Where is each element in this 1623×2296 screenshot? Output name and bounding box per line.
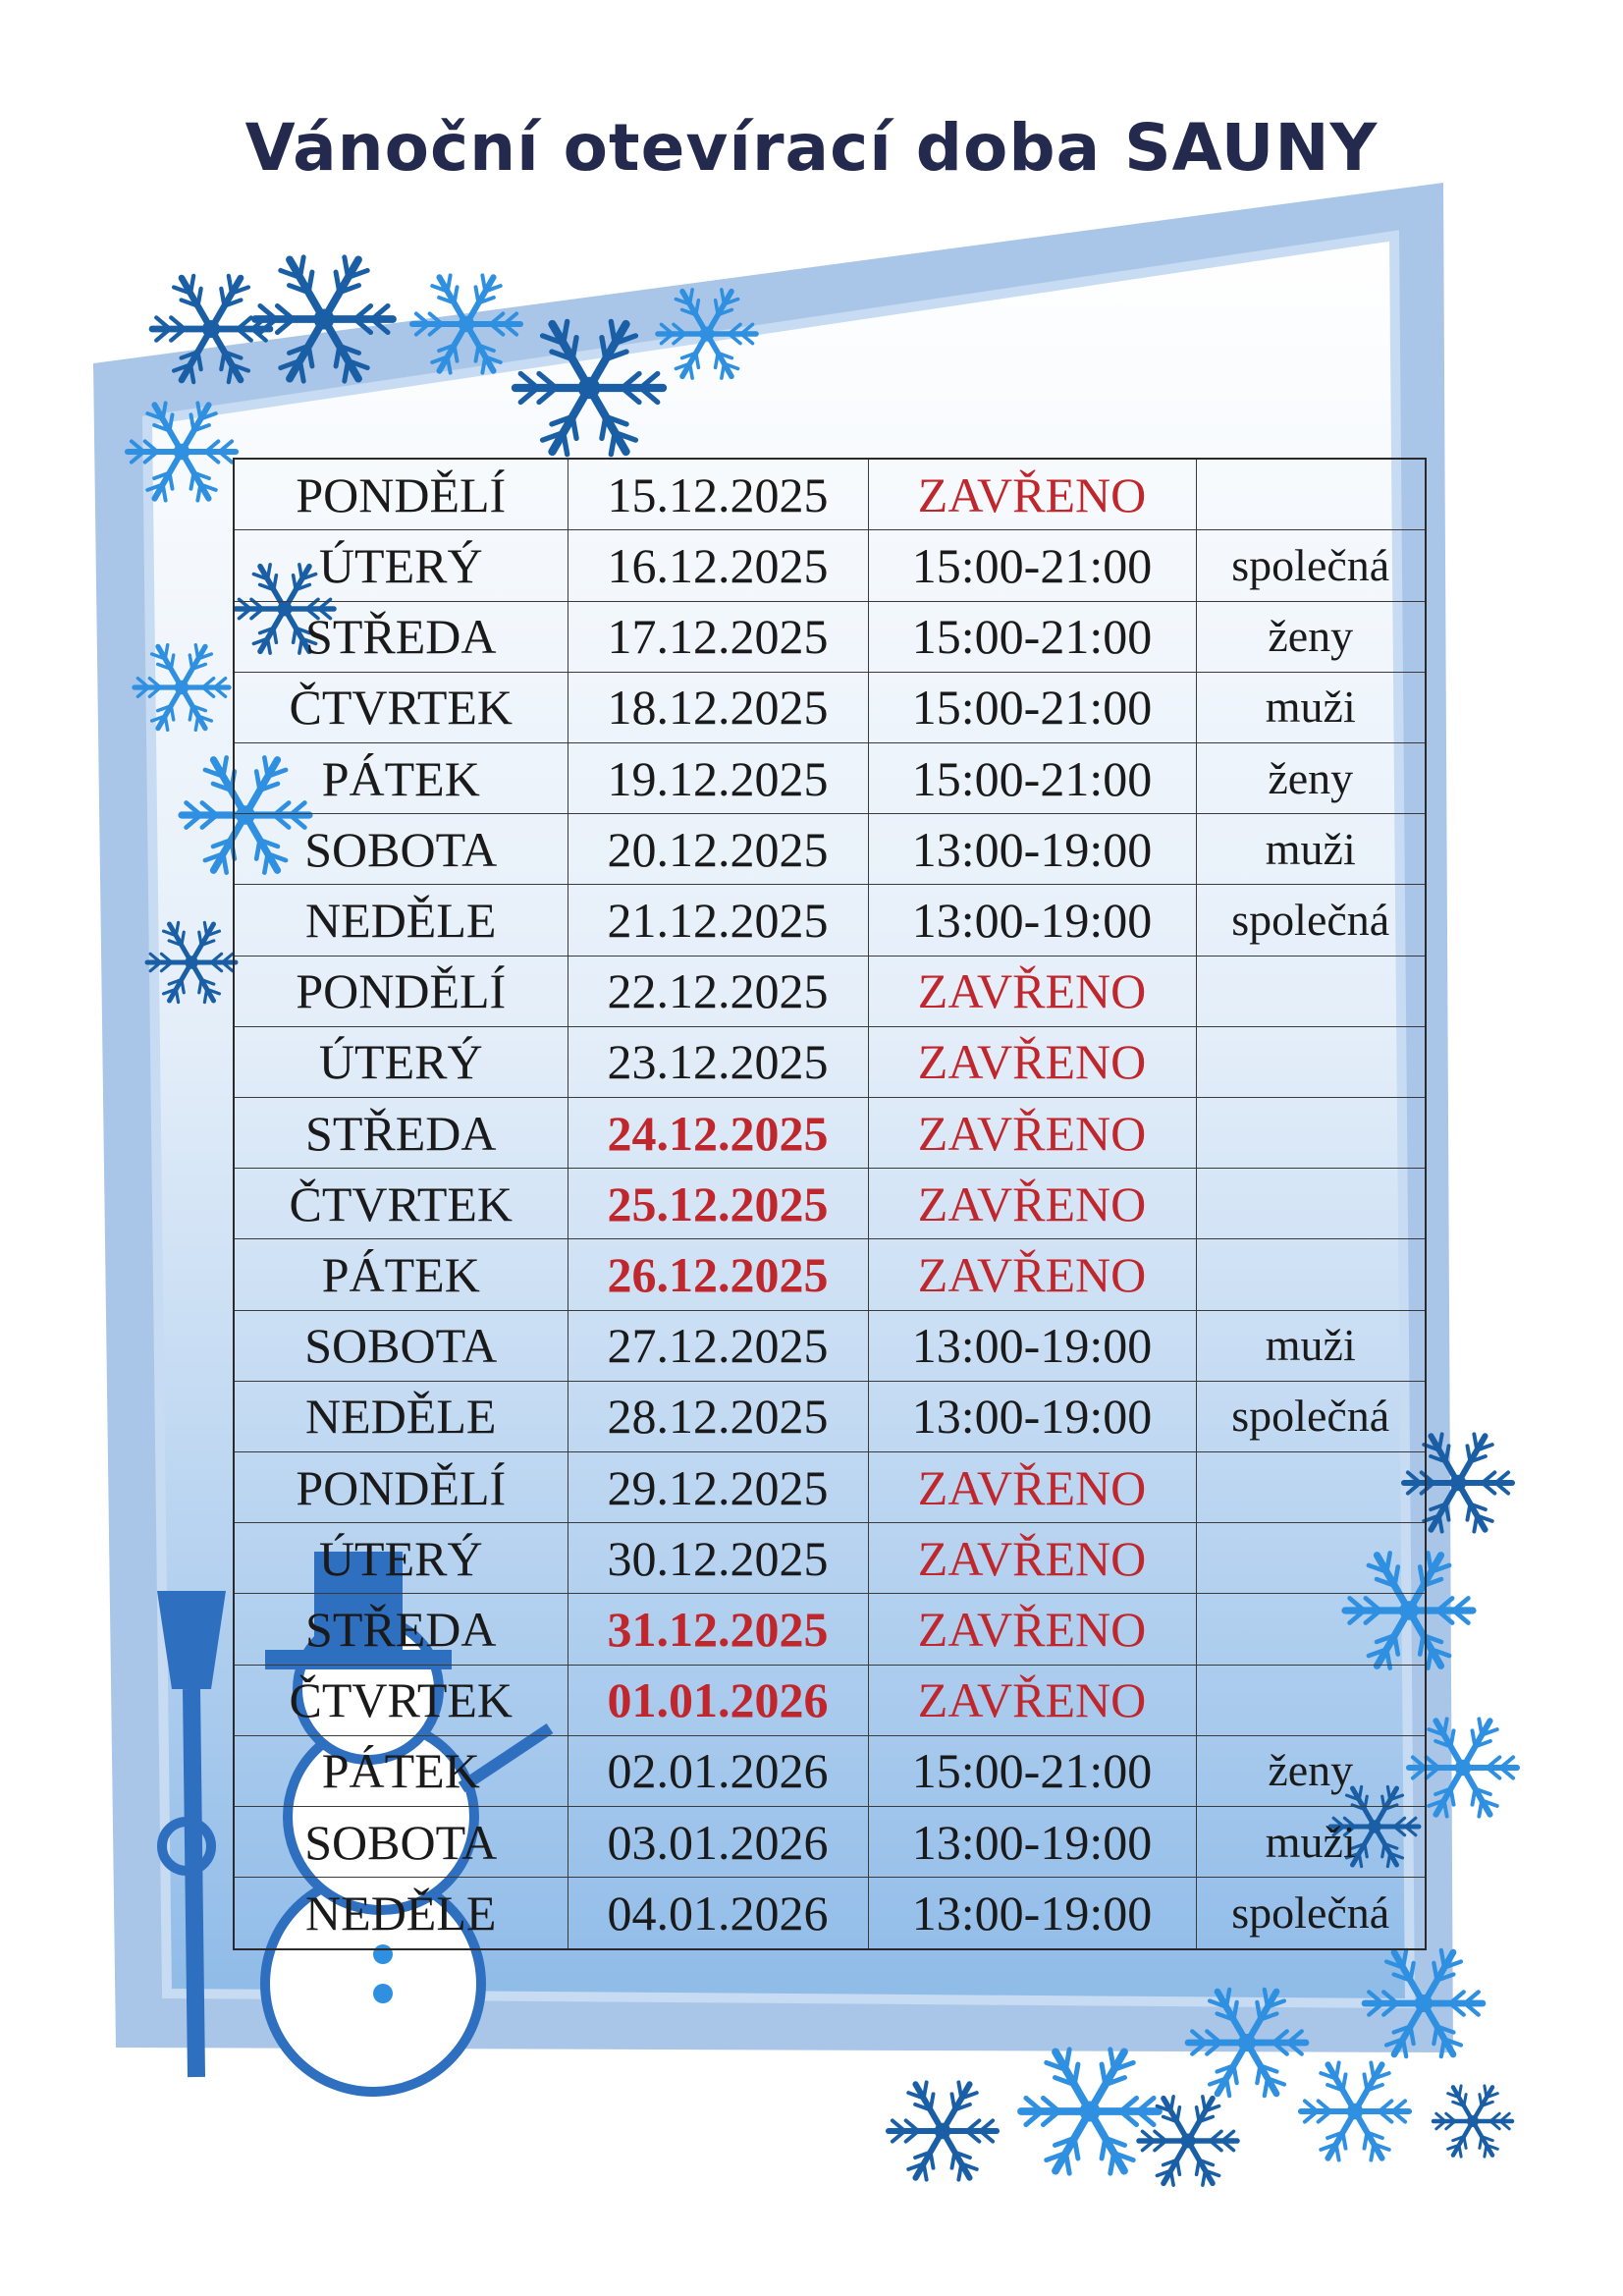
hours-cell: ZAVŘENO xyxy=(868,956,1196,1026)
note-cell: společná xyxy=(1196,1878,1426,1949)
date-cell: 24.12.2025 xyxy=(568,1098,868,1169)
hours-cell: ZAVŘENO xyxy=(868,1026,1196,1097)
hours-cell: ZAVŘENO xyxy=(868,1665,1196,1735)
date-cell: 17.12.2025 xyxy=(568,601,868,672)
hours-cell: ZAVŘENO xyxy=(868,1098,1196,1169)
table-row xyxy=(234,1026,1426,1097)
date-cell: 27.12.2025 xyxy=(568,1310,868,1381)
day-cell: PONDĚLÍ xyxy=(234,956,568,1026)
day-cell: SOBOTA xyxy=(234,814,568,885)
day-cell: STŘEDA xyxy=(234,1594,568,1665)
date-cell: 26.12.2025 xyxy=(568,1239,868,1310)
date-cell: 30.12.2025 xyxy=(568,1523,868,1594)
table-row xyxy=(234,956,1426,1026)
note-cell: muži xyxy=(1196,672,1426,742)
note-cell: muži xyxy=(1196,1807,1426,1878)
date-cell: 23.12.2025 xyxy=(568,1026,868,1097)
day-cell: NEDĚLE xyxy=(234,885,568,956)
table-row xyxy=(234,885,1426,956)
day-cell: ÚTERÝ xyxy=(234,1026,568,1097)
hours-cell: ZAVŘENO xyxy=(868,459,1196,530)
hours-cell: 13:00-19:00 xyxy=(868,1807,1196,1878)
table-row xyxy=(234,1098,1426,1169)
date-cell: 29.12.2025 xyxy=(568,1452,868,1523)
date-cell: 15.12.2025 xyxy=(568,459,868,530)
date-cell: 03.01.2026 xyxy=(568,1807,868,1878)
table-row xyxy=(234,1169,1426,1239)
table-row xyxy=(234,601,1426,672)
day-cell: ČTVRTEK xyxy=(234,1169,568,1239)
schedule-table xyxy=(233,458,1427,1950)
snowflake-icon xyxy=(889,2082,997,2179)
hours-cell: 15:00-21:00 xyxy=(868,601,1196,672)
day-cell: ÚTERÝ xyxy=(234,530,568,601)
day-cell: PONDĚLÍ xyxy=(234,459,568,530)
hours-cell: 13:00-19:00 xyxy=(868,1310,1196,1381)
note-cell xyxy=(1196,1665,1426,1735)
date-cell: 01.01.2026 xyxy=(568,1665,868,1735)
page-title: Vánoční otevírací doba SAUNY xyxy=(244,110,1379,186)
hours-cell: 15:00-21:00 xyxy=(868,743,1196,814)
table-row xyxy=(234,1239,1426,1310)
hours-cell: ZAVŘENO xyxy=(868,1239,1196,1310)
note-cell xyxy=(1196,1239,1426,1310)
note-cell xyxy=(1196,1452,1426,1523)
note-cell: muži xyxy=(1196,814,1426,885)
date-cell: 21.12.2025 xyxy=(568,885,868,956)
date-cell: 28.12.2025 xyxy=(568,1381,868,1451)
day-cell: PÁTEK xyxy=(234,743,568,814)
hours-cell: ZAVŘENO xyxy=(868,1452,1196,1523)
day-cell: PÁTEK xyxy=(234,1735,568,1806)
hours-cell: 13:00-19:00 xyxy=(868,885,1196,956)
table-row xyxy=(234,672,1426,742)
note-cell xyxy=(1196,1594,1426,1665)
note-cell: ženy xyxy=(1196,743,1426,814)
date-cell: 19.12.2025 xyxy=(568,743,868,814)
table-row xyxy=(234,1381,1426,1451)
table-row xyxy=(234,1735,1426,1806)
date-cell: 31.12.2025 xyxy=(568,1594,868,1665)
day-cell: SOBOTA xyxy=(234,1807,568,1878)
note-cell: ženy xyxy=(1196,1735,1426,1806)
date-cell: 20.12.2025 xyxy=(568,814,868,885)
table-row xyxy=(234,530,1426,601)
table-row xyxy=(234,1523,1426,1594)
date-cell: 18.12.2025 xyxy=(568,672,868,742)
day-cell: ÚTERÝ xyxy=(234,1523,568,1594)
note-cell xyxy=(1196,459,1426,530)
note-cell xyxy=(1196,1098,1426,1169)
note-cell xyxy=(1196,1523,1426,1594)
table-row xyxy=(234,1452,1426,1523)
hours-cell: ZAVŘENO xyxy=(868,1169,1196,1239)
day-cell: ČTVRTEK xyxy=(234,672,568,742)
date-cell: 04.01.2026 xyxy=(568,1878,868,1949)
note-cell: ženy xyxy=(1196,601,1426,672)
note-cell: společná xyxy=(1196,885,1426,956)
note-cell: společná xyxy=(1196,530,1426,601)
date-cell: 22.12.2025 xyxy=(568,956,868,1026)
table-row xyxy=(234,1665,1426,1735)
note-cell xyxy=(1196,1169,1426,1239)
table-row xyxy=(234,1807,1426,1878)
date-cell: 25.12.2025 xyxy=(568,1169,868,1239)
day-cell: PONDĚLÍ xyxy=(234,1452,568,1523)
hours-cell: 13:00-19:00 xyxy=(868,1381,1196,1451)
day-cell: PÁTEK xyxy=(234,1239,568,1310)
date-cell: 16.12.2025 xyxy=(568,530,868,601)
day-cell: SOBOTA xyxy=(234,1310,568,1381)
day-cell: ČTVRTEK xyxy=(234,1665,568,1735)
hours-cell: 15:00-21:00 xyxy=(868,530,1196,601)
day-cell: NEDĚLE xyxy=(234,1381,568,1451)
table-row xyxy=(234,814,1426,885)
hours-cell: 15:00-21:00 xyxy=(868,1735,1196,1806)
note-cell: muži xyxy=(1196,1310,1426,1381)
day-cell: NEDĚLE xyxy=(234,1878,568,1949)
note-cell: společná xyxy=(1196,1381,1426,1451)
table-row xyxy=(234,459,1426,530)
snowflake-icon xyxy=(1301,2062,1409,2159)
hours-cell: ZAVŘENO xyxy=(868,1523,1196,1594)
hours-cell: 15:00-21:00 xyxy=(868,672,1196,742)
snowflake-icon xyxy=(1021,2050,1159,2173)
day-cell: STŘEDA xyxy=(234,1098,568,1169)
hours-cell: 13:00-19:00 xyxy=(868,1878,1196,1949)
date-cell: 02.01.2026 xyxy=(568,1735,868,1806)
table-row xyxy=(234,1310,1426,1381)
hours-cell: ZAVŘENO xyxy=(868,1594,1196,1665)
note-cell xyxy=(1196,956,1426,1026)
table-row xyxy=(234,743,1426,814)
day-cell: STŘEDA xyxy=(234,601,568,672)
note-cell xyxy=(1196,1026,1426,1097)
hours-cell: 13:00-19:00 xyxy=(868,814,1196,885)
snowflake-icon xyxy=(1434,2086,1512,2157)
table-row xyxy=(234,1594,1426,1665)
table-row xyxy=(234,1878,1426,1949)
